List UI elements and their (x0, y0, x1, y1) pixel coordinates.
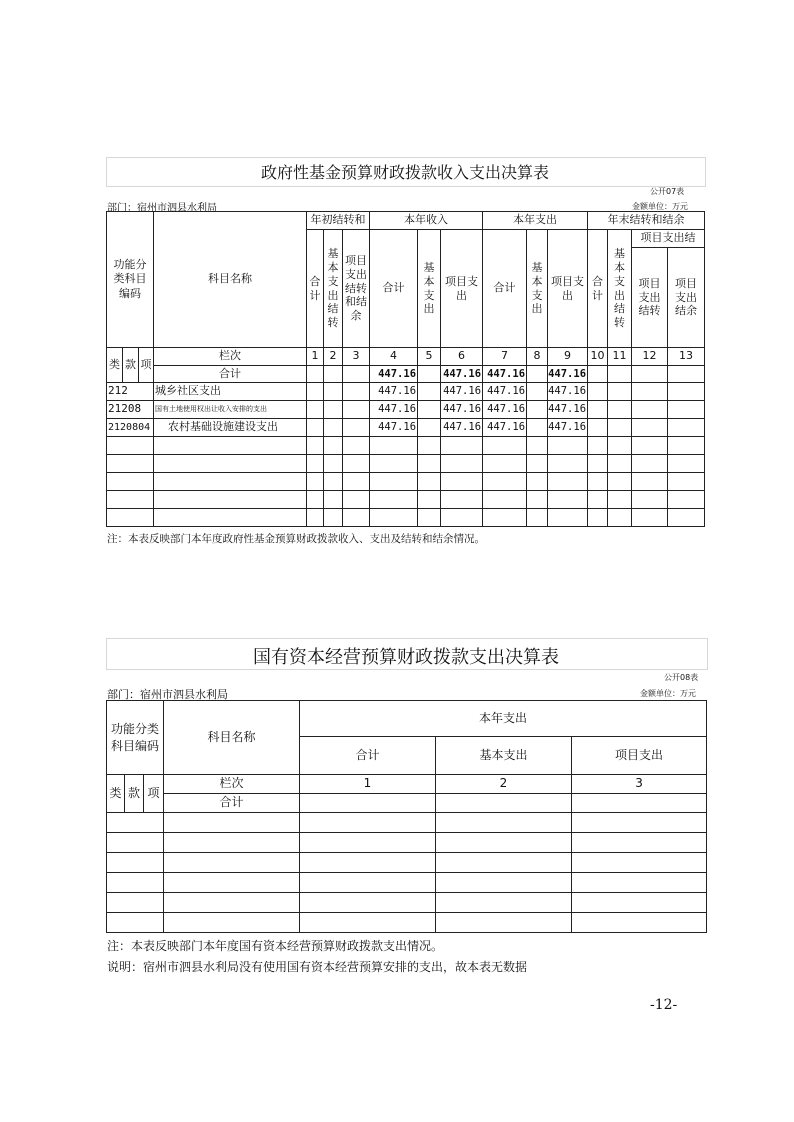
table1-dept: 部门：宿州市泗县水利局 (107, 203, 217, 214)
col-number: 4 (370, 348, 418, 366)
row-expend-project: 447.16 (548, 401, 588, 419)
col-number: 8 (527, 348, 548, 366)
total-header: 合计 (300, 737, 436, 775)
col-number: 1 (300, 775, 436, 794)
row-expend-project: 447.16 (548, 383, 588, 401)
total-expend-project: 447.16 (548, 366, 588, 383)
empty-row (107, 813, 707, 833)
total-expend-total: 447.16 (483, 366, 527, 383)
empty-row (107, 913, 707, 933)
expend-project-header: 项目支出 (548, 230, 588, 348)
table1-title: 政府性基金预算财政拨款收入支出决算表 (260, 163, 549, 182)
empty-row (107, 509, 705, 527)
empty-row (107, 473, 705, 491)
total-row-label: 合计 (154, 366, 307, 383)
row-expend-total: 447.16 (483, 383, 527, 401)
table1-grid (106, 211, 705, 527)
empty-row (107, 491, 705, 509)
table2-note: 注：本表反映部门本年度国有资本经营预算财政拨款支出情况。 (107, 939, 444, 953)
row-income-total: 447.16 (370, 401, 418, 419)
expend-header: 本年支出 (483, 212, 588, 230)
income-header: 本年收入 (370, 212, 483, 230)
row-code: 21208 (107, 401, 154, 419)
income-basic-header: 基本支出 (418, 230, 441, 348)
row-income-project: 447.16 (441, 383, 483, 401)
begin-basic-header: 基本支出结转 (324, 230, 343, 348)
col-number: 2 (436, 775, 572, 794)
lanci-label: 栏次 (164, 775, 300, 794)
col-number: 2 (324, 348, 343, 366)
empty-row (107, 437, 705, 455)
row-income-project: 447.16 (441, 419, 483, 437)
begin-total-header: 合计 (307, 230, 324, 348)
row-code: 212 (107, 383, 154, 401)
empty-row (107, 893, 707, 913)
end-project-group-header: 项目支出结 (632, 230, 705, 248)
begin-header: 年初结转和 (307, 212, 370, 230)
lanci-label: 栏次 (154, 348, 307, 366)
col-number: 9 (548, 348, 588, 366)
row-expend-total: 447.16 (483, 419, 527, 437)
empty-row (107, 455, 705, 473)
expend-header: 本年支出 (300, 701, 707, 737)
subject-header: 科目名称 (164, 701, 300, 775)
expend-basic-header: 基本支出 (527, 230, 548, 348)
table2-title: 国有资本经营预算财政拨款支出决算表 (253, 647, 559, 668)
row-expend-total: 447.16 (483, 401, 527, 419)
row-income-total: 447.16 (370, 383, 418, 401)
end-total-header: 合计 (588, 230, 608, 348)
end-header: 年末结转和结余 (588, 212, 705, 230)
col-number: 11 (608, 348, 632, 366)
row-subject: 城乡社区支出 (154, 383, 307, 401)
total-income-total: 447.16 (370, 366, 418, 383)
col-number: 6 (441, 348, 483, 366)
kuan-header: 款 (123, 348, 139, 383)
table1-note: 注：本表反映部门本年度政府性基金预算财政拨款收入、支出及结转和结余情况。 (107, 533, 485, 545)
expend-total-header: 合计 (483, 230, 527, 348)
subject-header: 科目名称 (154, 212, 307, 348)
table1-unit: 金额单位：万元 (632, 202, 688, 211)
xiang-header: 项 (139, 348, 154, 383)
table2-grid (106, 700, 707, 933)
page-number: -12- (650, 997, 678, 1013)
col-number: 7 (483, 348, 527, 366)
total-row-label: 合计 (164, 794, 300, 813)
col-number: 13 (668, 348, 705, 366)
table2-dept: 部门：宿州市泗县水利局 (107, 688, 228, 701)
row-subject: 国有土地使用权出让收入安排的支出 (154, 401, 307, 419)
table2-code: 公开08表 (664, 673, 699, 682)
table2-explain: 说明：宿州市泗县水利局没有使用国有资本经营预算安排的支出，故本表无数据 (107, 960, 528, 974)
table-row (107, 401, 705, 419)
begin-project-header: 项目支出结转和结余 (343, 230, 370, 348)
empty-row (107, 873, 707, 893)
col-number: 3 (572, 775, 707, 794)
row-code: 2120804 (107, 419, 154, 437)
basic-header: 基本支出 (436, 737, 572, 775)
empty-row (107, 853, 707, 873)
func-code-header: 功能分类科目编码 (107, 701, 164, 775)
table-row (107, 383, 705, 401)
table-row (107, 366, 705, 383)
col-number: 3 (343, 348, 370, 366)
end-project-carry-header: 项目支出结转 (632, 248, 668, 348)
row-subject: 农村基础设施建设支出 (154, 419, 307, 437)
xiang-header: 项 (144, 775, 164, 813)
col-number: 5 (418, 348, 441, 366)
row-income-total: 447.16 (370, 419, 418, 437)
table2-unit: 金额单位：万元 (640, 689, 696, 698)
col-number: 10 (588, 348, 608, 366)
empty-row (107, 833, 707, 853)
end-project-balance-header: 项目支出结余 (668, 248, 705, 348)
row-expend-project: 447.16 (548, 419, 588, 437)
end-basic-header: 基本支出结转 (608, 230, 632, 348)
col-number: 12 (632, 348, 668, 366)
total-income-project: 447.16 (441, 366, 483, 383)
table-row (107, 419, 705, 437)
kuan-header: 款 (125, 775, 144, 813)
lei-header: 类 (107, 775, 125, 813)
income-total-header: 合计 (370, 230, 418, 348)
func-code-header: 功能分类科目编码 (107, 212, 154, 348)
table1-code: 公开07表 (650, 187, 685, 196)
project-header: 项目支出 (572, 737, 707, 775)
income-project-header: 项目支出 (441, 230, 483, 348)
lei-header: 类 (107, 348, 123, 383)
col-number: 1 (307, 348, 324, 366)
row-income-project: 447.16 (441, 401, 483, 419)
